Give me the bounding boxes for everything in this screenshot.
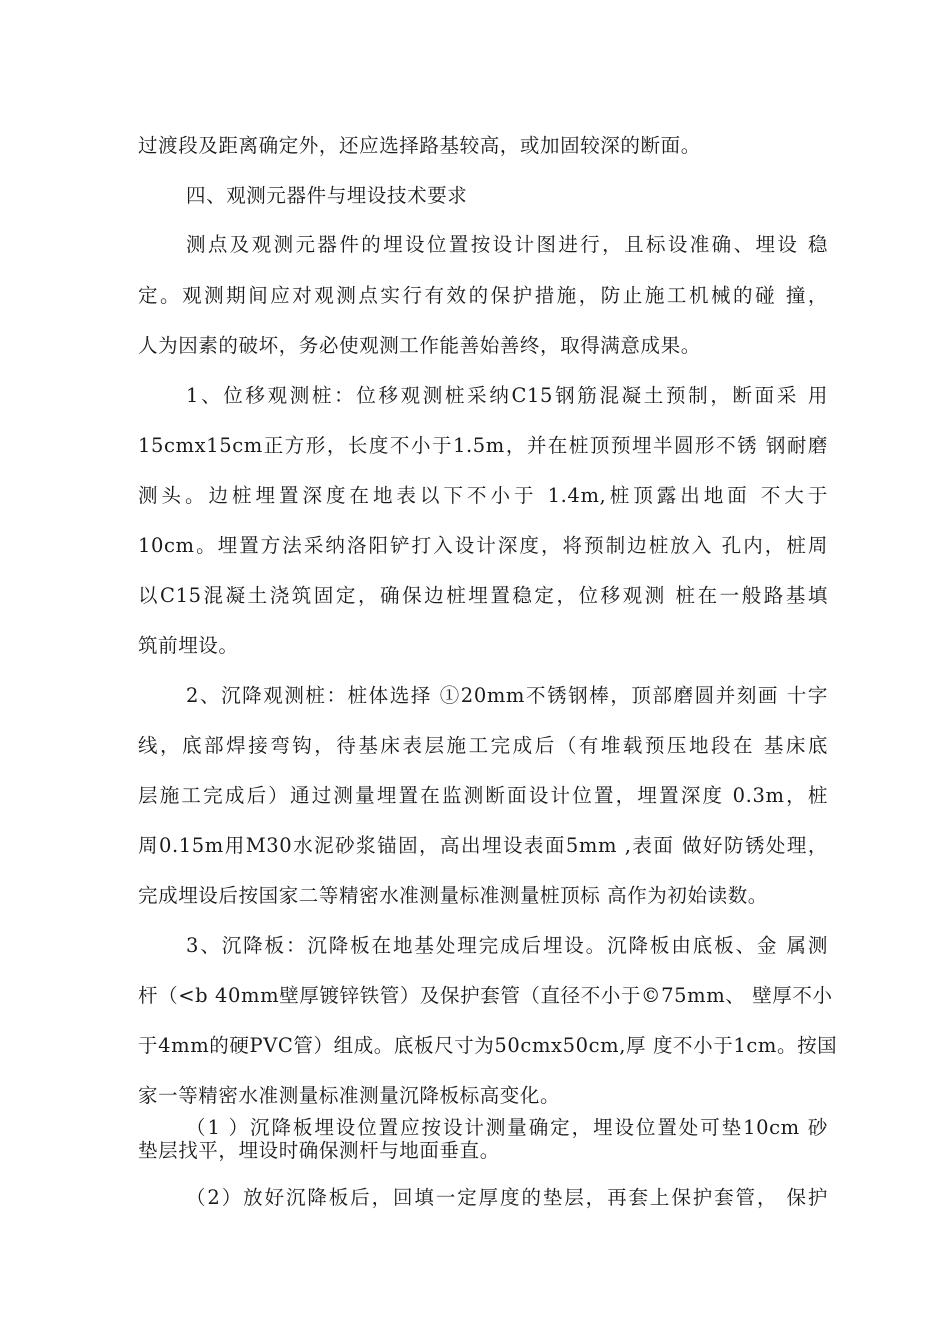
- paragraph-line: 定。观测期间应对观测点实行有效的保护措施，防止施工机械的碰 撞，: [138, 284, 828, 307]
- paragraph-line: 10cm。埋置方法采纳洛阳铲打入设计深度，将预制边桩放入 孔内，桩周: [138, 534, 828, 557]
- paragraph-line: 15cmx15cm正方形，长度不小于1.5m，并在桩顶预埋半圆形不锈 钢耐磨: [138, 434, 828, 457]
- paragraph-line: 筑前埋设。: [138, 634, 239, 657]
- list-item-line: 垫层找平，埋设时确保测杆与地面垂直。: [138, 1139, 500, 1162]
- paragraph-line: 线，底部焊接弯钩，待基床表层施工完成后（有堆载预压地段在 基床底: [138, 734, 828, 757]
- list-item-line: （1 ）沉降板埋设位置应按设计测量确定，埋设位置处可垫10cm 砂: [186, 1116, 828, 1139]
- paragraph-line: 于4mm的硬PVC管）组成。底板尺寸为50cmx50cm,厚 度不小于1cm。按国: [138, 1034, 838, 1057]
- paragraph-line: 层施工完成后）通过测量埋置在监测断面设计位置，埋置深度 0.3m，桩: [138, 784, 828, 807]
- paragraph-line: 测头。边桩埋置深度在地表以下不小于 1.4m,桩顶露出地面 不大于: [138, 484, 828, 507]
- paragraph-line: 测点及观测元器件的埋设位置按设计图进行，且标设准确、埋设 稳: [186, 233, 828, 256]
- paragraph-line: 1、位移观测桩：位移观测桩采纳C15钢筋混凝土预制，断面采 用: [186, 384, 828, 407]
- paragraph-line: 周0.15m用M30水泥砂浆锚固，高出埋设表面5mm ,表面 做好防锈处理，: [138, 834, 828, 857]
- paragraph-line: 以C15混凝土浇筑固定，确保边桩埋置稳定，位移观测 桩在一般路基填: [138, 584, 828, 607]
- paragraph-line: 杆（<b 40mm壁厚镀锌铁管）及保护套管（直径不小于©75mm、 壁厚不小: [138, 984, 833, 1007]
- paragraph-line: 过渡段及距离确定外，还应选择路基较高，或加固较深的断面。: [138, 134, 701, 157]
- paragraph-line: 人为因素的破坏，务必使观测工作能善始善终，取得满意成果。: [138, 334, 701, 357]
- paragraph-line: 家一等精密水准测量标准测量沉降板标高变化。: [138, 1084, 561, 1107]
- list-item-line: （2）放好沉降板后，回填一定厚度的垫层，再套上保护套管， 保护: [186, 1186, 828, 1209]
- paragraph-line: 完成埋设后按国家二等精密水准测量标准测量桩顶标 高作为初始读数。: [138, 884, 768, 907]
- section-heading: 四、观测元器件与埋设技术要求: [186, 184, 468, 207]
- paragraph-line: 2、沉降观测桩：桩体选择 ①20mm不锈钢棒，顶部磨圆并刻画 十字: [186, 684, 828, 707]
- paragraph-line: 3、沉降板：沉降板在地基处理完成后埋设。沉降板由底板、金 属测: [186, 934, 828, 957]
